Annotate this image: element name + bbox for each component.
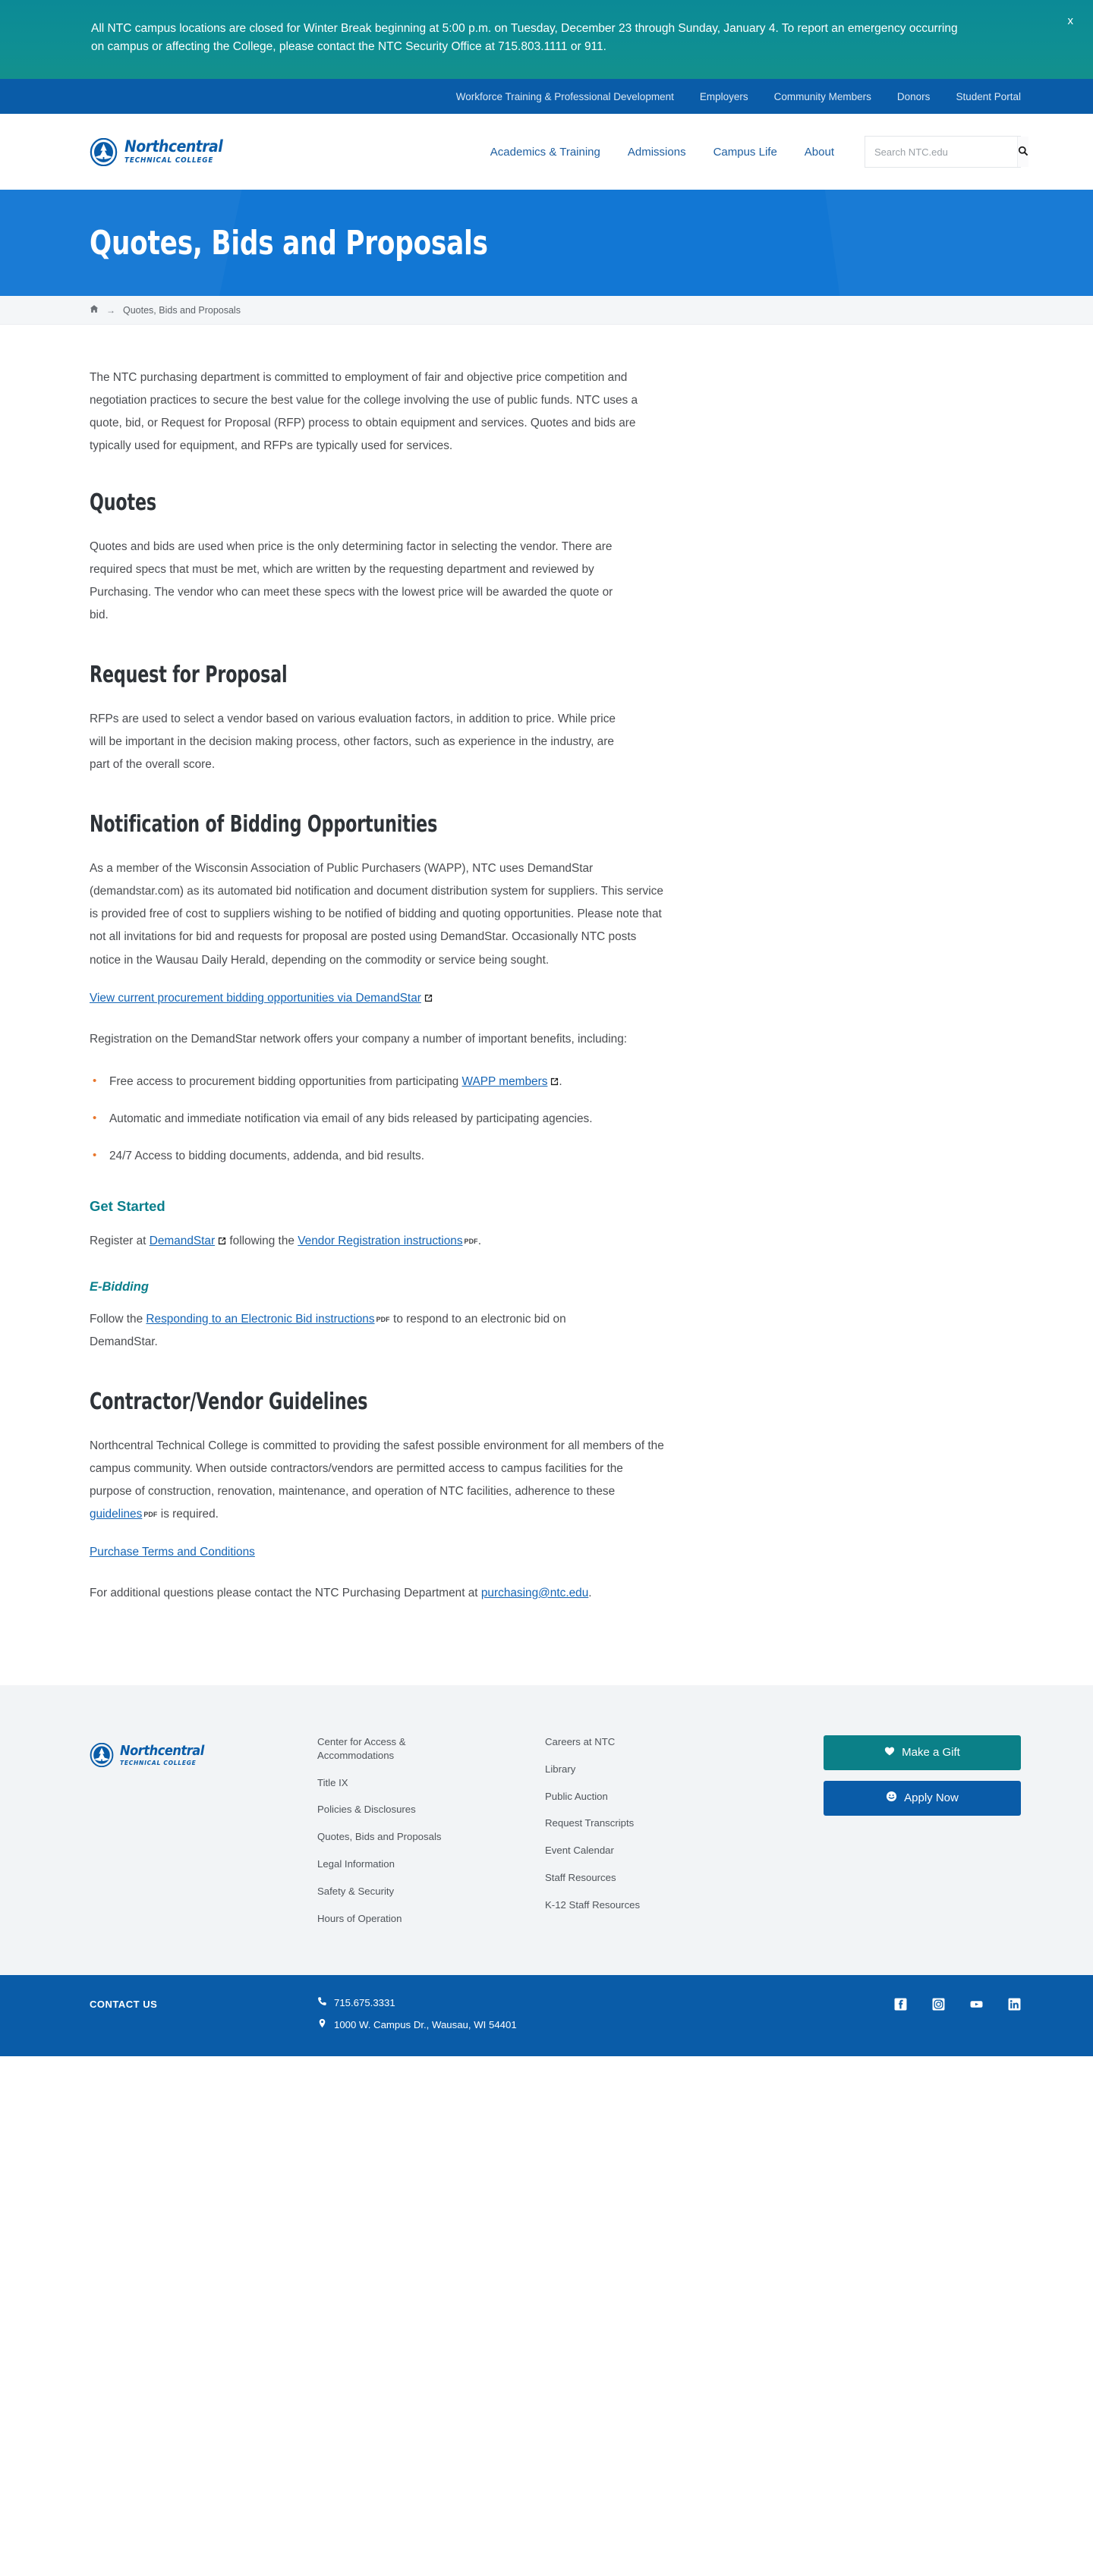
guidelines-paragraph xyxy=(90,1435,666,1526)
intro-paragraph: The NTC purchasing department is committed to employment of fair and objective price competition and negotiation practices to secure the best value for the college involving the use of public funds. NTC uses a quote, bid, or Request for Proposal (RFP) process to obtain equipment and services. Quotes and bids are typically used for equipment, and RFPs are typically used for services. xyxy=(90,371,638,453)
phone-icon xyxy=(317,1996,327,2008)
logo-text xyxy=(124,139,234,165)
footer-link-quotes-bids-and-proposals[interactable]: Quotes, Bids and Proposals xyxy=(317,1831,442,1843)
benefit-text-pre: Free access to procurement bidding opportunities from participating xyxy=(109,1074,462,1088)
pdf-badge: PDF xyxy=(464,1237,478,1245)
guidelines-post: is required. xyxy=(157,1507,219,1521)
site-footer xyxy=(0,1685,1093,1976)
footer-link-k-12-staff-resources[interactable]: K-12 Staff Resources xyxy=(545,1898,641,1911)
utility-link-community-members[interactable]: Community Members xyxy=(773,90,871,102)
breadcrumb-separator: → xyxy=(106,304,115,316)
footer-logo-name: Northcentral xyxy=(120,1742,204,1759)
footer-link-safety-security[interactable]: Safety & Security xyxy=(317,1885,395,1897)
notification-paragraph: As a member of the Wisconsin Association of Public Purchasers (WAPP), NTC uses DemandStar (demandstar.com) as its automated bid notification and document distribution system for suppliers. This service is provided free of cost to suppliers wishing to be notified of bidding and quoting opportunities. Please note that not all invitations for bid and requests for proposal are posted using DemandStar. Occasionally NTC posts notice in the Wausau Daily Herald, depending on the commodity or service being sought. xyxy=(90,862,663,967)
logo-name: Northcentral xyxy=(124,137,223,156)
electronic-bid-instructions-link-label: Responding to an Electronic Bid instructions xyxy=(146,1312,375,1326)
benefits-intro-paragraph: Registration on the DemandStar network offers your company a number of important benefits, including: xyxy=(90,1032,628,1046)
benefits-list xyxy=(90,1071,666,1168)
apply-now-label: Apply Now xyxy=(904,1791,959,1805)
get-started-pre: Register at xyxy=(90,1234,150,1247)
site-search xyxy=(865,136,1021,168)
footer-link-policies-disclosures[interactable]: Policies & Disclosures xyxy=(317,1804,416,1816)
list-item xyxy=(90,1071,666,1093)
electronic-bid-instructions-link[interactable] xyxy=(146,1313,374,1326)
contact-phone-link[interactable]: 715.675.3331 xyxy=(334,1996,395,2008)
section-heading-quotes: Quotes xyxy=(90,489,156,517)
main-content xyxy=(90,366,666,1605)
search-button[interactable] xyxy=(1017,137,1028,167)
alert-message: All NTC campus locations are closed for Winter Break beginning at 5:00 p.m. on Tuesday, December 23 through Sunday, January 4. To report an emergency occurring on campus or affecting the College, please contact the NTC Security Office at 715.803.1111 or 911. xyxy=(91,22,958,54)
get-started-paragraph xyxy=(90,1230,666,1253)
purchasing-email-link[interactable]: purchasing@ntc.edu xyxy=(480,1586,589,1599)
subsection-heading-get-started: Get Started xyxy=(90,1197,165,1214)
emergency-alert-bar xyxy=(0,0,1093,79)
quotes-paragraph: Quotes and bids are used when price is the only determining factor in selecting the vendor. There are required specs that must be met, which are written by the requesting department and reviewed by Purchasing. The vendor who can meet these specs with the lowest price will be awarded the quote or bid. xyxy=(90,540,613,622)
footer-link-legal-information[interactable]: Legal Information xyxy=(317,1857,395,1870)
footer-link-event-calendar[interactable]: Event Calendar xyxy=(545,1845,614,1857)
page-title: Quotes, Bids and Proposals xyxy=(90,223,488,263)
purchasing-contact-paragraph xyxy=(90,1582,628,1605)
youtube-icon[interactable] xyxy=(970,1998,983,2011)
make-a-gift-button[interactable] xyxy=(824,1735,1021,1770)
guidelines-pdf-link[interactable] xyxy=(90,1508,142,1521)
utility-link-employers[interactable]: Employers xyxy=(699,90,748,102)
footer-cta-block xyxy=(824,1735,1021,1816)
utility-link-donors[interactable]: Donors xyxy=(896,90,931,102)
breadcrumb xyxy=(0,296,1093,325)
vendor-registration-instructions-link[interactable] xyxy=(298,1235,462,1247)
site-header xyxy=(0,114,1093,190)
main-nav xyxy=(490,146,834,159)
guidelines-pdf-link-label: guidelines xyxy=(90,1507,143,1521)
wapp-members-link[interactable] xyxy=(462,1075,548,1088)
footer-link-staff-resources[interactable]: Staff Resources xyxy=(545,1871,616,1883)
footer-link-hours-of-operation[interactable]: Hours of Operation xyxy=(317,1912,402,1924)
contact-details xyxy=(317,1996,517,2030)
contact-phone-row xyxy=(317,1996,517,2008)
benefit-text: 24/7 Access to bidding documents, addenda, and bid results. xyxy=(109,1149,424,1162)
section-heading-request-for-proposal: Request for Proposal xyxy=(90,662,288,689)
breadcrumb-current: Quotes, Bids and Proposals xyxy=(123,304,241,316)
ebidding-pre: Follow the xyxy=(90,1312,146,1326)
apply-now-button[interactable] xyxy=(824,1781,1021,1816)
pdf-badge: PDF xyxy=(143,1510,158,1518)
nav-item-admissions[interactable]: Admissions xyxy=(627,145,686,159)
make-a-gift-label: Make a Gift xyxy=(902,1746,960,1760)
linkedin-icon[interactable] xyxy=(1008,1998,1021,2011)
purchase-terms-and-conditions-link[interactable]: Purchase Terms and Conditions xyxy=(90,1545,255,1558)
demandstar-register-link-label: DemandStar xyxy=(149,1234,216,1247)
page-hero xyxy=(0,190,1093,296)
footer-link-library[interactable]: Library xyxy=(545,1763,576,1775)
wapp-members-link-label: WAPP members xyxy=(461,1074,548,1088)
search-icon xyxy=(1018,146,1028,159)
benefit-text: Automatic and immediate notification via email of any bids released by participating agencies. xyxy=(109,1112,593,1125)
utility-nav xyxy=(0,79,1093,114)
contact-us-heading: CONTACT US xyxy=(90,1999,158,2011)
footer-links-column-1 xyxy=(317,1735,545,1926)
logo-subtitle: TECHNICAL COLLEGE xyxy=(124,156,214,165)
footer-logo-text xyxy=(120,1744,213,1766)
close-icon[interactable]: x xyxy=(1067,14,1073,27)
map-pin-icon xyxy=(317,2018,327,2030)
site-logo[interactable] xyxy=(90,138,234,166)
footer-links-column-2 xyxy=(545,1735,773,1912)
demandstar-register-link[interactable] xyxy=(150,1235,215,1247)
get-started-post: . xyxy=(477,1234,482,1247)
footer-link-request-transcripts[interactable]: Request Transcripts xyxy=(545,1817,635,1829)
ebidding-post: to respond to an electronic bid on DemandStar. xyxy=(90,1312,566,1348)
guidelines-pre: Northcentral Technical College is committed to providing the safest possible environment for all members of the campus community. When outside contractors/vendors are permitted access to campus facilities for the purpose of construction, renovation, maintenance, and operation of NTC facilities, adherence to these xyxy=(90,1439,664,1498)
search-input[interactable] xyxy=(865,137,1017,167)
benefit-text-post: . xyxy=(559,1074,562,1088)
footer-link-careers-at-ntc[interactable]: Careers at NTC xyxy=(545,1735,616,1747)
breadcrumb-home-link[interactable] xyxy=(90,304,99,317)
contact-bar xyxy=(0,1975,1093,2056)
external-link-icon xyxy=(424,992,433,1001)
social-links xyxy=(894,1996,1021,2011)
footer-link-center-for-access-accommodations[interactable]: Center for Access & Accommodations xyxy=(317,1735,406,1761)
contact-address-row xyxy=(317,2018,517,2030)
demandstar-opportunities-link-label: View current procurement bidding opportunities via DemandStar xyxy=(90,991,421,1005)
home-icon xyxy=(90,304,99,317)
heart-icon xyxy=(884,1746,895,1760)
contact-address-link[interactable]: 1000 W. Campus Dr., Wausau, WI 54401 xyxy=(334,2018,517,2030)
pdf-badge: PDF xyxy=(376,1315,390,1323)
get-started-mid: following the xyxy=(226,1234,298,1247)
footer-link-public-auction[interactable]: Public Auction xyxy=(545,1790,608,1802)
smiley-face-icon xyxy=(886,1791,897,1805)
instagram-icon[interactable] xyxy=(932,1998,945,2011)
list-item xyxy=(90,1145,666,1168)
footer-link-title-ix[interactable]: Title IX xyxy=(317,1776,348,1788)
pine-tree-emblem-icon xyxy=(90,138,118,166)
utility-link-workforce-training[interactable]: Workforce Training & Professional Development xyxy=(455,90,674,102)
page-body xyxy=(0,325,1093,1685)
facebook-icon[interactable] xyxy=(894,1998,907,2011)
pine-tree-emblem-icon xyxy=(90,1743,114,1767)
subsection-heading-e-bidding: E-Bidding xyxy=(90,1279,149,1294)
external-link-icon xyxy=(218,1231,226,1239)
footer-logo[interactable] xyxy=(90,1743,317,1767)
rfp-paragraph: RFPs are used to select a vendor based on various evaluation factors, in addition to price. While price will be important in the decision making process, other factors, such as experience in the industry, are part of the overall score. xyxy=(90,712,616,772)
contact-pre: For additional questions please contact the NTC Purchasing Department at xyxy=(90,1586,481,1599)
footer-logo-subtitle: TECHNICAL COLLEGE xyxy=(120,1758,197,1766)
utility-link-student-portal[interactable]: Student Portal xyxy=(956,90,1021,102)
nav-item-campus-life[interactable]: Campus Life xyxy=(713,145,777,159)
external-link-icon xyxy=(550,1071,559,1080)
contact-post: . xyxy=(588,1586,592,1599)
section-heading-contractor-vendor-guidelines: Contractor/Vendor Guidelines xyxy=(90,1388,368,1415)
nav-item-academics-training[interactable]: Academics & Training xyxy=(490,145,600,159)
footer-logo-block xyxy=(90,1735,317,1767)
nav-item-about[interactable]: About xyxy=(804,145,834,159)
section-heading-notification-of-bidding-opportunities: Notification of Bidding Opportunities xyxy=(90,811,438,838)
vendor-registration-instructions-link-label: Vendor Registration instructions xyxy=(298,1234,463,1247)
list-item xyxy=(90,1108,666,1131)
demandstar-opportunities-link[interactable] xyxy=(90,992,433,1005)
ebidding-paragraph xyxy=(90,1308,628,1354)
